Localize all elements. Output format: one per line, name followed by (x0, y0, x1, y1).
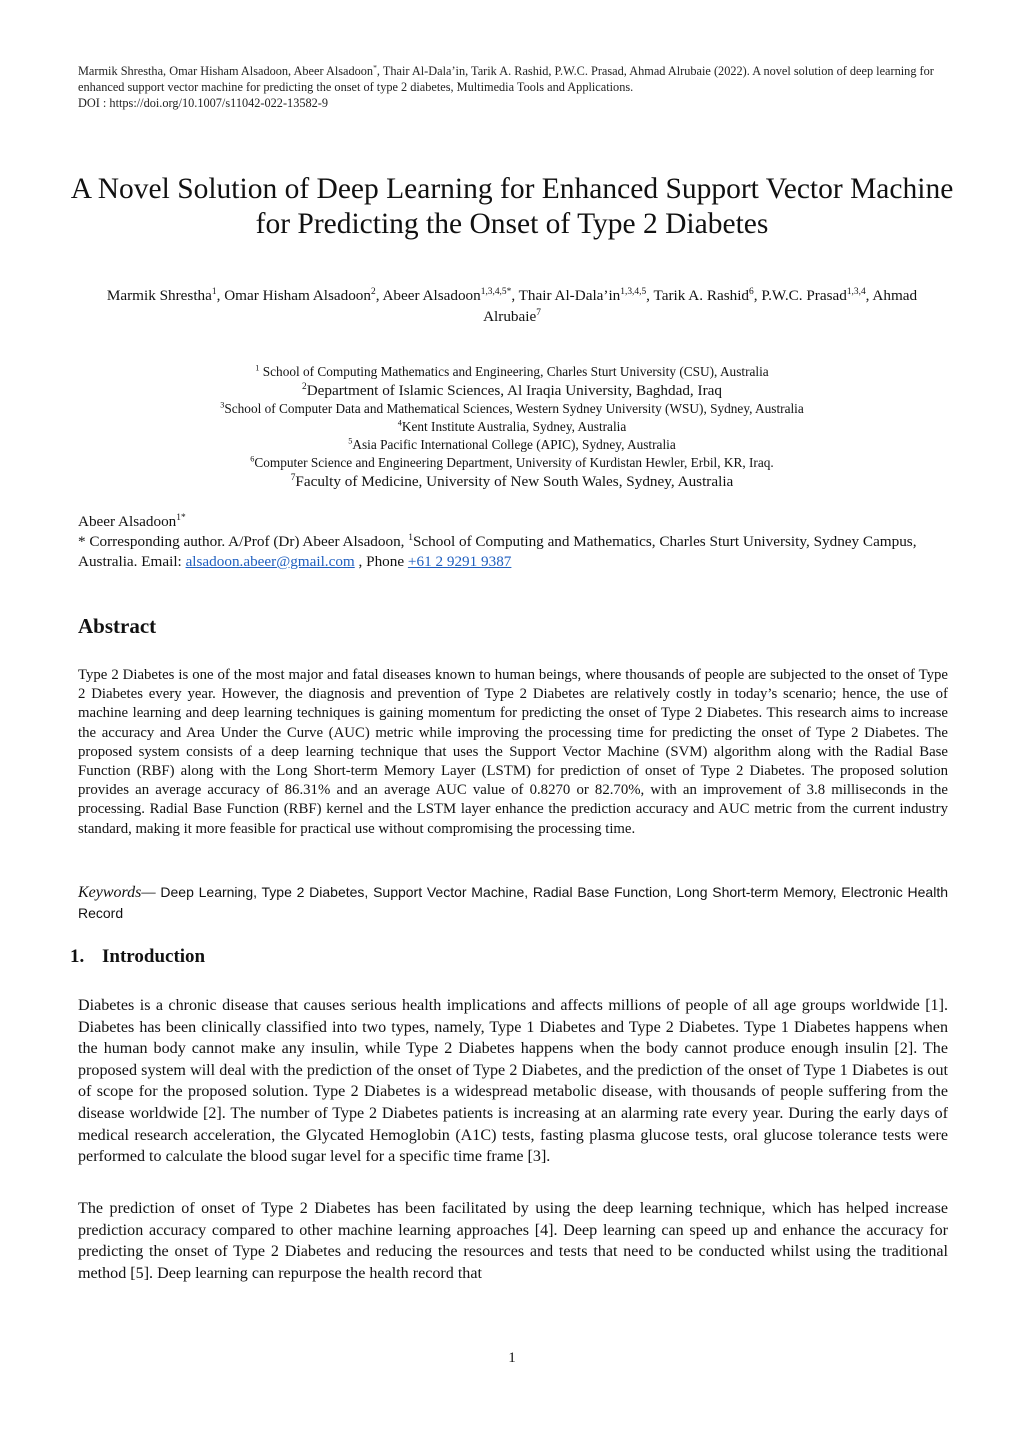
author: Marmik Shrestha$^1$, (106, 286, 225, 304)
affiliation-list (78, 363, 946, 491)
corresponding-author (78, 512, 948, 572)
author: Tarik A. Rashid$^6$, (653, 286, 762, 304)
citation-header (78, 63, 948, 111)
author: Abeer Alsadoon$^{1,3,4,5*}$, (382, 286, 519, 304)
citation-text: Marmik Shrestha, Omar Hisham Alsadoon, Abeer Alsadoon*, Thair Al-Dala’in, Tarik A. Rashid, P.W.C. Prasad, Ahmad Alrubaie (2022). A novel solution of deep learning for enhanced support vector machine for predicting the onset of type 2 diabetes, Multimedia Tools and Applications. (78, 62, 934, 94)
corresponding-name: Abeer Alsadoon$^{1*}$ (78, 512, 186, 530)
affiliation-2: $^2$Department of Islamic Sciences, Al Iraqia University, Baghdad, Iraq (302, 381, 722, 399)
abstract-text: Type 2 Diabetes is one of the most major and fatal diseases known to human beings, where thousands of people are subjected to the onset of Type 2 Diabetes every year. However, the diagnosis and prevention of Type 2 Diabetes are relatively costly in today’s scenario; hence, the use of machine learning and deep learning techniques is gaining momentum for predicting the onset of Type 2 Diabetes. This research aims to increase the accuracy and Area Under the Curve (AUC) metric while improving the processing time for predicting the onset of Type 2 Diabetes. The proposed system consists of a deep learning technique that uses the Support Vector Machine (SVM) algorithm along with the Radial Base Function (RBF) along with the Long Short-term Memory Layer (LSTM) for prediction of onset of Type 2 Diabetes. The proposed solution provides an average accuracy of 86.31% and an average AUC value of 0.8270 or 82.70%, with an improvement of 3.8 milliseconds in the processing. Radial Base Function (RBF) kernel and the LSTM layer enhance the prediction accuracy and AUC metric from the current industry standard, making it more feasible for practical use without compromising the processing time. (78, 667, 948, 837)
affiliation-4: $^4$Kent Institute Australia, Sydney, Australia (397, 418, 627, 434)
keywords-list: Deep Learning, Type 2 Diabetes, Support Vector Machine, Radial Base Function, Long Short-term Memory, Electronic Health Record (78, 884, 948, 921)
introduction-heading (70, 946, 205, 968)
affiliation-7: $^7$Faculty of Medicine, University of New South Wales, Sydney, Australia (290, 472, 734, 490)
keywords (78, 882, 948, 924)
corresponding-details: * Corresponding author. A/Prof (Dr) Abeer Alsadoon, $^1$School of Computing and Mathematics, Charles Sturt University, Sydney Campus, Australia. Email: alsadoon.abeer@gmail.com , Phone +61 2 9291 9387 (78, 532, 917, 570)
email-link[interactable]: alsadoon.abeer@gmail.com (185, 553, 355, 570)
affiliation-6: $^6$Computer Science and Engineering Department, University of Kurdistan Hewler, Erbil, KR, Iraq. (250, 454, 774, 470)
paper-title: A Novel Solution of Deep Learning for Enhanced Support Vector Machine for Predicting the Onset of Type 2 Diabetes (70, 173, 954, 240)
page-number: 1 (508, 1350, 516, 1366)
author: Ahmad Alrubaie$^7$ (483, 287, 918, 325)
section-title: Introduction (102, 946, 206, 967)
affiliation-1: $^1$ School of Computing Mathematics and Engineering, Charles Sturt University (CSU), Australia (255, 363, 769, 379)
author: P.W.C. Prasad$^{1,3,4}$, (761, 286, 873, 304)
affiliation-5: $^5$Asia Pacific International College (APIC), Sydney, Australia (348, 436, 676, 452)
intro-paragraph-1: Diabetes is a chronic disease that causes serious health implications and affects millions of people of all age groups worldwide [1]. Diabetes has been clinically classified into two types, namely, Type 1 Diabetes and Type 2 Diabetes. Type 1 Diabetes happens when the human body cannot make any insulin, while Type 2 Diabetes happens when the body cannot produce enough insulin [2]. The proposed system will deal with the prediction of the onset of Type 2 Diabetes, and the prediction of the onset of Type 1 Diabetes is out of scope for the proposed solution. Type 2 Diabetes is a widespread metabolic disease, with thousands of people suffering from the disease worldwide [2]. The number of Type 2 Diabetes patients is increasing at an alarming rate every year. During the early days of medical research acceleration, the Glycated Hemoglobin (A1C) tests, fasting plasma glucose tests, oral glucose tolerance tests were performed to calculate the blood sugar level for a specific time frame [3]. (78, 997, 948, 1166)
intro-paragraph-2: The prediction of onset of Type 2 Diabetes has been facilitated by using the deep learning technique, which has helped increase prediction accuracy compared to other machine learning approaches [4]. Deep learning can speed up and enhance the accuracy for predicting the onset of Type 2 Diabetes and reducing the resources and tests that need to be conducted whilst using the traditional method [5]. Deep learning can repurpose the health record that (78, 1200, 948, 1282)
abstract-heading: Abstract (78, 614, 157, 638)
author-list (78, 285, 946, 327)
author: Omar Hisham Alsadoon$^2$, (224, 286, 383, 304)
author: Thair Al-Dala’in$^{1,3,4,5}$, (518, 286, 654, 304)
citation-doi: DOI : https://doi.org/10.1007/s11042-022-13582-9 (78, 96, 329, 110)
affiliation-3: $^3$School of Computer Data and Mathematical Sciences, Western Sydney University (WSU), Sydney, Australia (220, 400, 804, 416)
phone-link[interactable]: +61 2 9291 9387 (407, 553, 512, 570)
section-number: 1. (70, 946, 85, 967)
keywords-label: Keywords— (78, 884, 156, 901)
